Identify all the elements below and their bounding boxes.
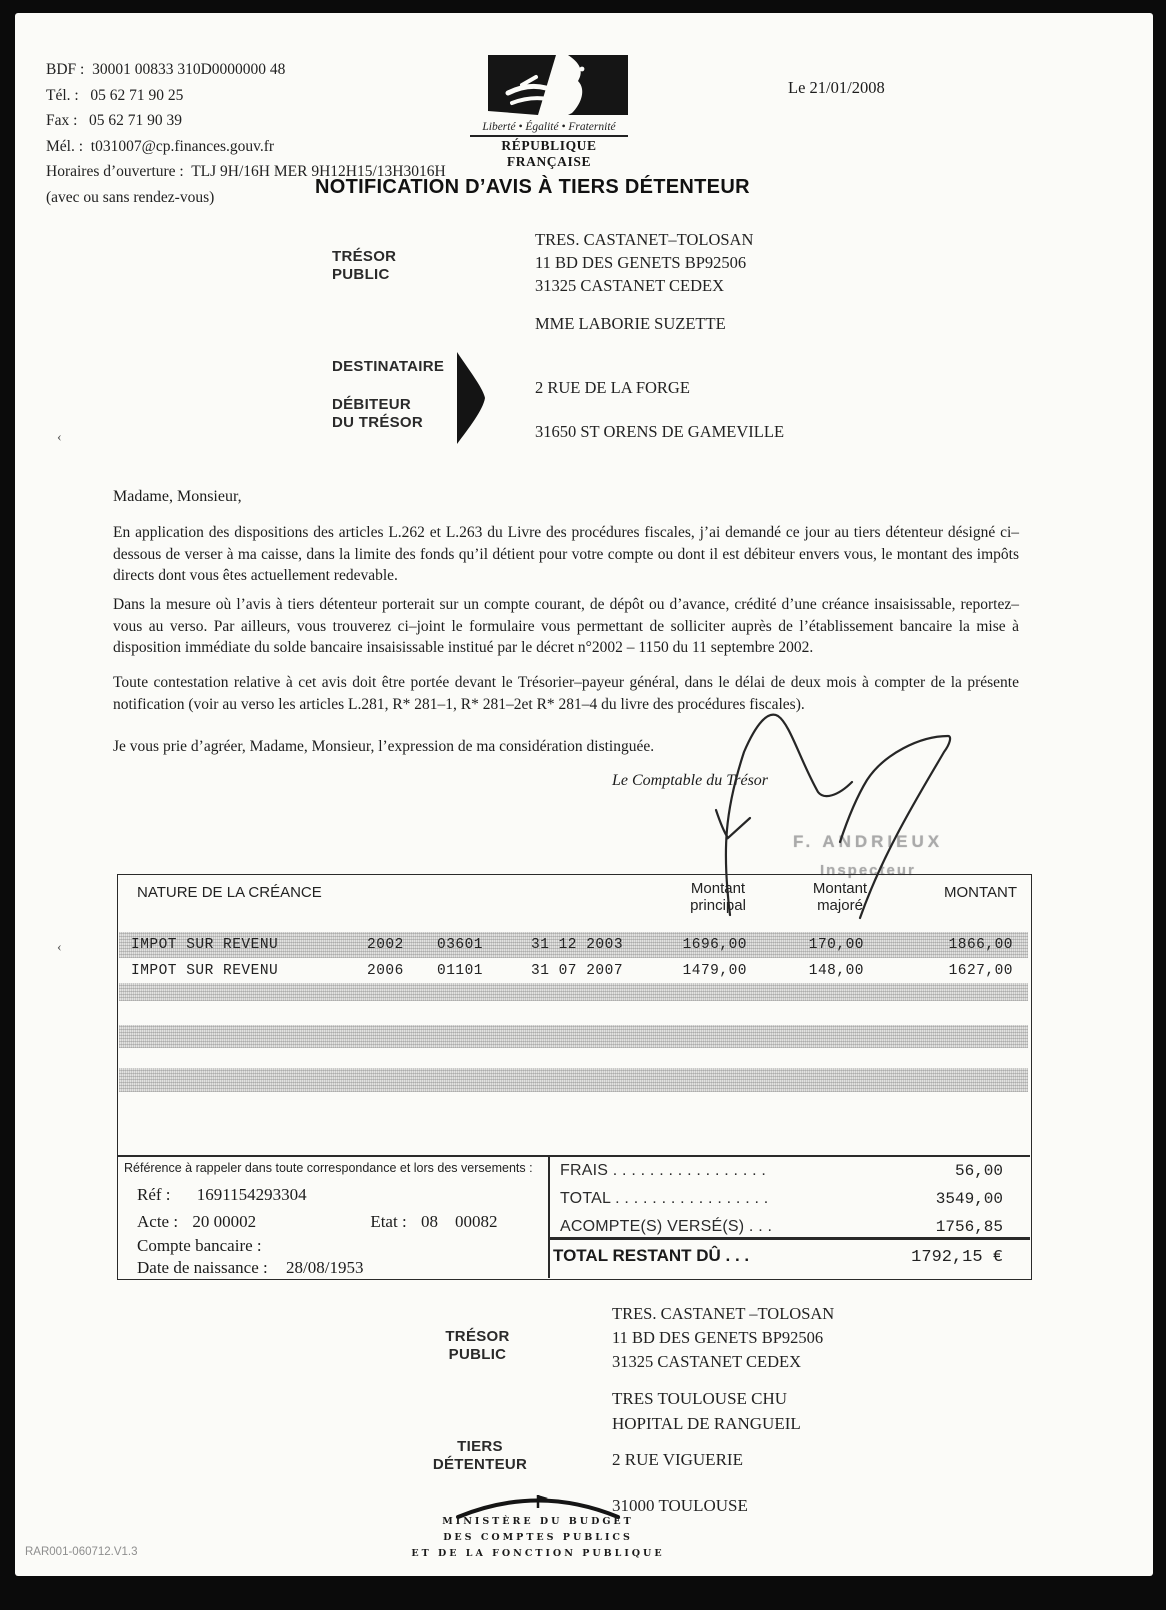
cell-montant: 1866,00 xyxy=(948,937,1013,953)
scan-artifact: ‹ xyxy=(57,430,62,445)
cell-nature: IMPOT SUR REVENU xyxy=(131,963,279,979)
paragraph-2: Dans la mesure où l’avis à tiers détenteur porterait sur un compte courant, de dépôt ou d’avance, crédité d’une créance insaisissable, reportez–vous au verso. Par ailleurs, vous trouverez ci–joint le formulaire vous permettant de solliciter auprès de l’établissement bancaire la mise à disposition immédiate du solde bancaire insaisissable institué par le décret n°2002 – 1150 du 11 septembre 2002. xyxy=(113,596,1019,656)
recipient-city: 31650 ST ORENS DE GAMEVILLE xyxy=(535,422,785,441)
destinataire-label: DESTINATAIRE xyxy=(332,358,445,375)
document-title: NOTIFICATION D’AVIS À TIERS DÉTENTEUR xyxy=(315,176,750,198)
bottom-tresor-line2: PUBLIC xyxy=(448,1346,507,1363)
scan-artifact: ‹ xyxy=(57,940,62,955)
tiers-detenteur-label xyxy=(405,1438,555,1474)
cell-nature: IMPOT SUR REVENU xyxy=(131,937,279,953)
empty-stripe-row xyxy=(119,1068,1028,1092)
cell-principal: 1479,00 xyxy=(682,963,747,979)
ministry-line1: MINISTÈRE DU BUDGET xyxy=(442,1516,634,1527)
contact-line-mail: Mél. : t031007@cp.finances.gouv.fr xyxy=(46,137,275,155)
tiers-city: 31000 TOULOUSE xyxy=(612,1496,748,1515)
salutation: Madame, Monsieur, xyxy=(113,488,242,505)
debiteur-label-line1: DÉBITEUR xyxy=(332,396,412,413)
total-due-value: 1792,15 € xyxy=(911,1248,1003,1267)
reference-naissance-line xyxy=(137,1258,363,1278)
sender-address-line: 31325 CASTANET CEDEX xyxy=(535,276,725,295)
paragraph-3: Toute contestation relative à cet avis doit être portée devant le Trésorier–payeur général, dans le délai de deux mois à compter de la présente notification (voir au verso les articles L.281, R* 281–1, R* 281–2et R* 281–4 du livre des procédures fiscales). xyxy=(113,674,1019,713)
logo-rule xyxy=(470,135,628,137)
acte-value: 20 00002 xyxy=(192,1212,257,1231)
contact-line-rdv: (avec ou sans rendez-vous) xyxy=(46,188,215,206)
cell-year: 2002 xyxy=(367,937,404,953)
sender-address-line: TRES. CASTANET–TOLOSAN xyxy=(535,230,754,249)
recipient-name: MME LABORIE SUZETTE xyxy=(535,314,726,333)
sender-address xyxy=(535,228,753,297)
acompte-value: 1756,85 xyxy=(935,1218,1003,1236)
contact-line-bdf: BDF : 30001 00833 310D0000000 48 xyxy=(46,61,286,78)
col-header-principal xyxy=(672,880,764,914)
col-header-majore xyxy=(794,880,886,914)
contact-line-hours: Horaires d’ouverture : TLJ 9H/16H MER 9H12H15/13H3016H xyxy=(46,163,446,180)
col-header-principal-line1: Montant xyxy=(690,880,746,897)
tiers-street: 2 RUE VIGUERIE xyxy=(612,1450,743,1469)
paragraph-1: En application des dispositions des articles L.262 et L.263 du Livre des procédures fiscales, j’ai demandé ce jour au tiers détenteur désigné ci–dessous de verser à ma caisse, dans la limite des fonds qu’il détient pour votre compte ou dont il est débiteur envers vous, le montant des impôts directs dont vous êtes actuellement redevable. xyxy=(113,524,1019,584)
total-due-label: TOTAL RESTANT DÛ . . . xyxy=(553,1246,750,1265)
col-header-nature: NATURE DE LA CRÉANCE xyxy=(137,884,322,901)
reference-box xyxy=(117,1155,548,1278)
ministry-line2: DES COMPTES PUBLICS xyxy=(443,1532,633,1543)
date-line: Le 21/01/2008 xyxy=(788,78,885,97)
debiteur-label-line2: DU TRÉSOR xyxy=(332,414,424,431)
empty-stripe-row xyxy=(119,983,1028,1001)
etat-label: Etat : xyxy=(370,1212,407,1231)
cell-code: 01101 xyxy=(437,963,484,979)
frais-label: FRAIS . . . . . . . . . . . . . . . . . xyxy=(560,1162,767,1179)
motto-label: Liberté • Égalité • Fraternité xyxy=(482,121,616,133)
cell-majore: 148,00 xyxy=(808,963,864,979)
cell-principal: 1696,00 xyxy=(682,937,747,953)
republique-logo xyxy=(470,55,630,170)
table-row xyxy=(119,932,1028,958)
bottom-address-line: 31325 CASTANET CEDEX xyxy=(612,1352,802,1371)
cell-montant: 1627,00 xyxy=(948,963,1013,979)
detenteur-name-line1: TRES TOULOUSE CHU xyxy=(612,1389,788,1408)
bottom-address-line: TRES. CASTANET –TOLOSAN xyxy=(612,1304,835,1323)
recipient-street: 2 RUE DE LA FORGE xyxy=(535,378,690,397)
table-row xyxy=(119,958,1028,984)
reference-ref-line xyxy=(137,1185,307,1205)
col-header-principal-line2: principal xyxy=(690,897,746,914)
contact-line-tel: Tél. : 05 62 71 90 25 xyxy=(46,86,184,104)
bottom-tresor-address xyxy=(612,1302,834,1374)
ministry-line3: ET DE LA FONCTION PUBLIQUE xyxy=(411,1548,665,1559)
cell-date: 31 12 2003 xyxy=(531,937,624,953)
acompte-label: ACOMPTE(S) VERSÉ(S) . . . xyxy=(560,1218,773,1235)
tiers-label-line1: TIERS xyxy=(457,1438,503,1455)
form-code: RAR001-060712.V1.3 xyxy=(25,1546,138,1558)
cell-date: 31 07 2007 xyxy=(531,963,624,979)
tiers-label-line2: DÉTENTEUR xyxy=(432,1456,528,1473)
ref-value: 1691154293304 xyxy=(196,1185,307,1204)
cell-code: 03601 xyxy=(437,937,484,953)
bottom-address-line: 11 BD DES GENETS BP92506 xyxy=(612,1328,824,1347)
cell-year: 2006 xyxy=(367,963,404,979)
reference-header: Référence à rappeler dans toute correspondance et lors des versements : xyxy=(124,1161,533,1175)
signature-title: Le Comptable du Trésor xyxy=(612,772,769,789)
arrow-right-icon xyxy=(455,352,487,444)
acte-label: Acte : xyxy=(137,1212,179,1231)
debiteur-label xyxy=(332,396,423,432)
ref-label: Réf : xyxy=(137,1185,171,1204)
totals-box xyxy=(548,1155,1030,1278)
cell-majore: 170,00 xyxy=(808,937,864,953)
tresor-label-line2: PUBLIC xyxy=(332,266,390,283)
contact-line-fax: Fax : 05 62 71 90 39 xyxy=(46,112,183,129)
col-header-majore-line2: majoré xyxy=(817,897,863,914)
ministry-title xyxy=(405,1514,671,1562)
naissance-value: 28/08/1953 xyxy=(286,1258,364,1277)
empty-stripe-row xyxy=(119,1025,1028,1048)
total-value: 3549,00 xyxy=(935,1190,1003,1208)
sender-address-line: 11 BD DES GENETS BP92506 xyxy=(535,253,747,272)
col-header-montant: MONTANT xyxy=(943,884,1017,901)
tresor-label-line1: TRÉSOR xyxy=(332,248,397,265)
bottom-tresor-line1: TRÉSOR xyxy=(445,1328,510,1345)
total-label: TOTAL . . . . . . . . . . . . . . . . . xyxy=(560,1190,769,1207)
detenteur-name-line2: HOPITAL DE RANGUEIL xyxy=(612,1414,801,1433)
etat-value: 08 00082 xyxy=(420,1212,498,1231)
col-header-majore-line1: Montant xyxy=(812,880,868,897)
stamp-name: F. ANDRIEUX xyxy=(793,832,944,851)
compte-label: Compte bancaire : xyxy=(137,1236,262,1255)
frais-value: 56,00 xyxy=(954,1162,1003,1180)
republique-label: RÉPUBLIQUE FRANÇAISE xyxy=(501,137,597,169)
tiers-detenteur-name xyxy=(612,1386,801,1436)
marianne-icon xyxy=(470,55,628,115)
closing-line: Je vous prie d’agréer, Madame, Monsieur, l’expression de ma considération distinguée. xyxy=(113,738,655,755)
tresor-public-label xyxy=(332,248,396,284)
bottom-tresor-label xyxy=(410,1328,545,1364)
naissance-label: Date de naissance : xyxy=(137,1258,268,1277)
stamp-role: Inspecteur xyxy=(820,862,916,879)
reference-acte-line xyxy=(137,1212,497,1232)
